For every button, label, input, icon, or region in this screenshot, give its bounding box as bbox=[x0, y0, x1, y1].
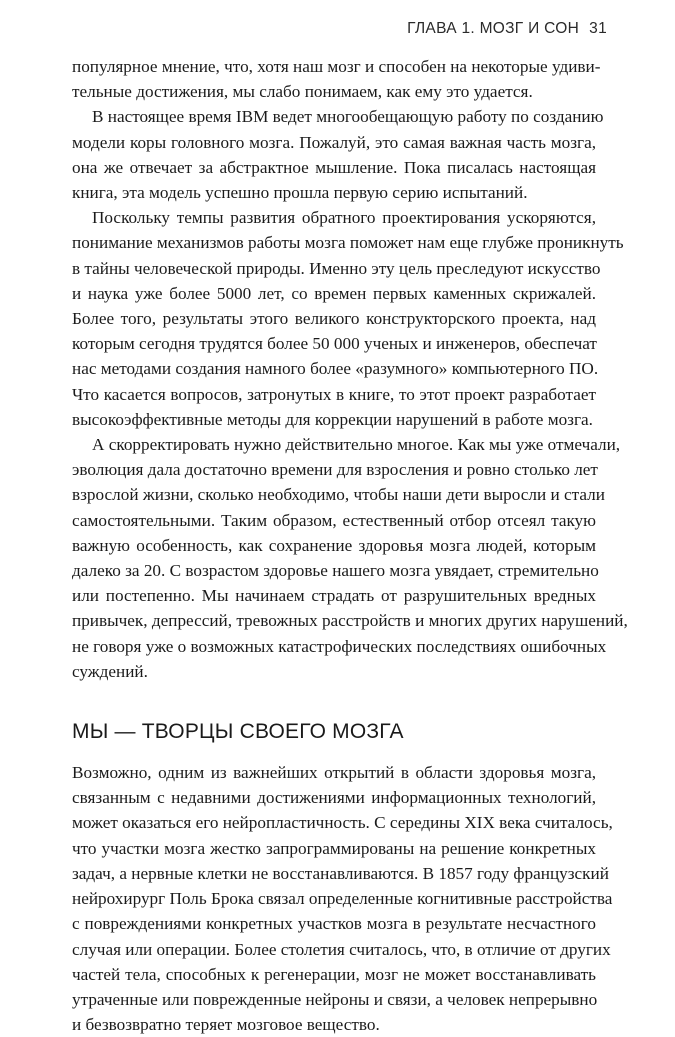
text-line: тельные достижения, мы слабо понимаем, как ему это удается. bbox=[72, 82, 533, 102]
text-block-before bbox=[72, 54, 628, 684]
text-line: случая или операции. Более столетия считалось, что, в отличие от других bbox=[72, 939, 611, 959]
text-line: задач, а нервные клетки не восстанавливаются. В 1857 году французский bbox=[72, 863, 609, 883]
text-line: может оказаться его нейропластичность. С середины XIX века считалось, bbox=[72, 813, 613, 833]
paragraph bbox=[72, 54, 601, 104]
paragraph bbox=[72, 205, 624, 432]
text-line: книга, эта модель успешно прошла первую серию испытаний. bbox=[72, 183, 528, 203]
text-line: которым сегодня трудятся более 50 000 ученых и инженеров, обеспечат bbox=[72, 334, 597, 354]
text-line: связанным с недавними достижениями информационных технологий, bbox=[72, 788, 596, 808]
text-line: Поскольку темпы развития обратного проектирования ускоряются, bbox=[92, 208, 596, 228]
text-line: самостоятельными. Таким образом, естественный отбор отсеял такую bbox=[72, 510, 596, 530]
text-line: нас методами создания намного более «разумного» компьютерного ПО. bbox=[72, 359, 599, 379]
text-line: или постепенно. Мы начинаем страдать от разрушительных вредных bbox=[72, 586, 596, 606]
text-line: взрослой жизни, сколько необходимо, чтобы наши дети выросли и стали bbox=[72, 485, 605, 505]
text-line: она же отвечает за абстрактное мышление. Пока писалась настоящая bbox=[72, 157, 596, 177]
page-number: 31 bbox=[589, 20, 607, 37]
paragraph bbox=[72, 432, 628, 684]
text-line: далеко за 20. С возрастом здоровье нашего мозга увядает, стремительно bbox=[72, 561, 599, 581]
text-block-after bbox=[72, 760, 613, 1037]
text-line: привычек, депрессий, тревожных расстройств и многих других нарушений, bbox=[72, 611, 628, 631]
text-line: понимание механизмов работы мозга поможет нам еще глубже проникнуть bbox=[72, 233, 624, 253]
text-line: утраченные или поврежденные нейроны и связи, а человек непрерывно bbox=[72, 989, 598, 1009]
text-line: с повреждениями конкретных участков мозга в результате несчастного bbox=[72, 914, 596, 934]
text-line: эволюция дала достаточно времени для взросления и ровно столько лет bbox=[72, 460, 598, 480]
text-line: суждений. bbox=[72, 661, 148, 681]
running-header bbox=[407, 20, 607, 38]
text-line: Что касается вопросов, затронутых в книге, то этот проект разработает bbox=[72, 384, 596, 404]
text-line: и наука уже более 5000 лет, со времен первых каменных скрижалей. bbox=[72, 283, 596, 303]
chapter-title: ГЛАВА 1. МОЗГ И СОН bbox=[407, 20, 580, 37]
text-line: нейрохирург Поль Брока связал определенные когнитивные расстройства bbox=[72, 889, 613, 909]
text-line: частей тела, способных к регенерации, мозг не может восстанавливать bbox=[72, 964, 596, 984]
text-line: популярное мнение, что, хотя наш мозг и способен на некоторые удиви- bbox=[72, 57, 601, 76]
text-line: Более того, результаты этого великого конструкторского проекта, над bbox=[72, 309, 596, 329]
paragraph bbox=[72, 104, 604, 205]
text-line: А скорректировать нужно действительно многое. Как мы уже отмечали, bbox=[92, 435, 621, 455]
text-line: важную особенность, как сохранение здоровья мозга людей, которым bbox=[72, 535, 596, 555]
paragraph bbox=[72, 760, 613, 1037]
text-line: что участки мозга жестко запрограммированы на решение конкретных bbox=[72, 838, 596, 858]
text-line: в тайны человеческой природы. Именно эту цель преследуют искусство bbox=[72, 258, 601, 278]
text-line: модели коры головного мозга. Пожалуй, это самая важная часть мозга, bbox=[72, 132, 596, 152]
text-line: высокоэффективные методы для коррекции нарушений в работе мозга. bbox=[72, 409, 593, 429]
text-line: В настоящее время IBM ведет многообещающую работу по созданию bbox=[92, 107, 604, 127]
page-body bbox=[72, 54, 628, 1037]
text-line: не говоря уже о возможных катастрофических последствиях ошибочных bbox=[72, 636, 607, 656]
text-line: Возможно, одним из важнейших открытий в области здоровья мозга, bbox=[72, 763, 596, 783]
section-heading: МЫ — ТВОРЦЫ СВОЕГО МОЗГА bbox=[72, 720, 404, 744]
text-line: и безвозвратно теряет мозговое вещество. bbox=[72, 1015, 380, 1035]
